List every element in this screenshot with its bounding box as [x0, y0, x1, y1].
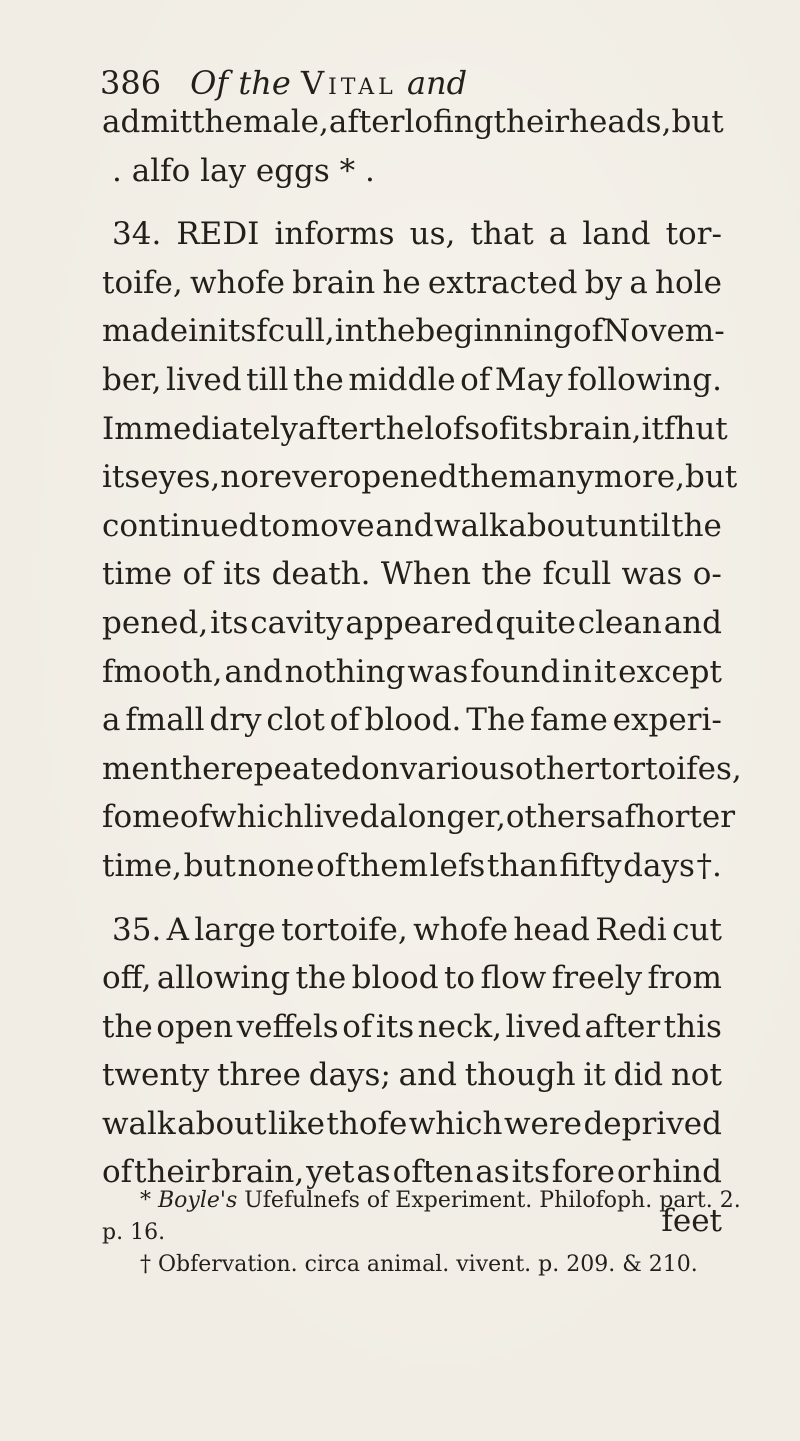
- text-line: made in its fcull, in the beginning of Novem-: [102, 313, 725, 350]
- catchword: feet: [661, 1203, 722, 1240]
- text-line: time, but none of them lefs than fifty days †.: [102, 847, 722, 884]
- footnote-1: [102, 1185, 741, 1217]
- text-line: a fmall dry clot of blood. The fame experi-: [102, 702, 722, 739]
- text-line: Immediately after the lofs of its brain, it fhut: [102, 410, 728, 447]
- running-head-vital: Vital: [301, 64, 397, 102]
- footnote-1-continuation: p. 16.: [102, 1220, 166, 1245]
- footnote-2: [102, 1249, 722, 1281]
- footnote-text: Obfervation. circa animal. vivent. p. 209. & 210.: [158, 1252, 698, 1277]
- text-line: time of its death. When the fcull was o-: [102, 556, 722, 593]
- text-line: ber, lived till the middle of May following.: [102, 361, 722, 398]
- text-line: pened, its cavity appeared quite clean and: [102, 604, 722, 641]
- footnote-marker: †: [140, 1252, 151, 1277]
- text-line: ment he repeated on various other tortoifes,: [102, 750, 742, 787]
- text-line: its eyes, nor ever opened them any more, but: [102, 459, 738, 496]
- text-line: twenty three days; and though it did not: [102, 1057, 722, 1094]
- footnotes: [102, 1185, 741, 1281]
- text-line: admit the male, after lofing their heads, but: [102, 104, 724, 140]
- running-head-of: Of the: [190, 64, 291, 102]
- text-line: off, allowing the blood to flow freely from: [102, 960, 722, 997]
- text-line: . alfo lay eggs * .: [112, 152, 375, 189]
- text-line: of their brain, yet as often as its fore or hind: [102, 1154, 722, 1191]
- paragraph-35-start: 35. A large tortoife, whofe head Redi cut: [112, 911, 722, 948]
- text-line: walk about like thofe which were deprived: [102, 1105, 722, 1142]
- text-line: fome of which lived a longer, others a fhorter: [102, 799, 736, 836]
- footnote-text: Ufefulnefs of Experiment. Philofoph. part. 2.: [244, 1188, 741, 1213]
- footnote-marker: *: [140, 1188, 151, 1213]
- page-number: 386: [100, 64, 162, 102]
- text-line: the open veffels of its neck, lived after this: [102, 1008, 722, 1045]
- body-text: [102, 98, 742, 1246]
- text-line: toife, whofe brain he extracted by a hole: [102, 264, 722, 301]
- footnote-author: Boyle's: [158, 1188, 238, 1213]
- running-head-and: and: [406, 64, 468, 102]
- paragraph-34-start: 34. REDI informs us, that a land tor-: [112, 216, 722, 253]
- text-line: continued to move and walk about until the: [102, 507, 722, 544]
- text-line: fmooth, and nothing was found in it except: [102, 653, 722, 690]
